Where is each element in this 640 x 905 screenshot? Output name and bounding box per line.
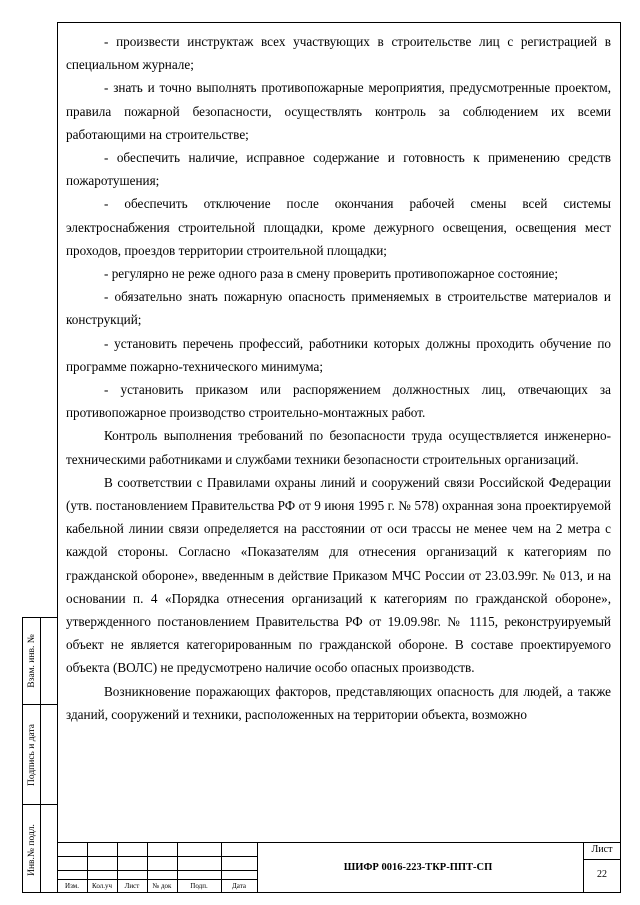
stamp-header-koluch: Кол.уч	[92, 882, 112, 890]
paragraph-8: - установить приказом или распоряжением должностных лиц, отвечающих за противопожарное производство строительно-монтажных работ.	[66, 382, 611, 421]
stamp-header-izm: Изм.	[65, 882, 79, 890]
sidebar-label-podpis: Подпись и дата	[26, 723, 37, 786]
sidebar-cell-inv	[23, 805, 57, 894]
sheet-label: Лист	[591, 844, 613, 855]
sidebar-cell-podpis	[23, 705, 57, 805]
paragraph-2: - знать и точно выполнять противопожарные мероприятия, предусмотренные проектом, правила пожарной безопасности, осуществлять контроль за соблюдением их всеми работающими на строительстве;	[66, 80, 611, 142]
stamp-header-podp: Подп.	[190, 882, 208, 890]
document-code: ШИФР 0016-223-ТКР-ППТ-СП	[343, 862, 493, 873]
paragraph-7: - установить перечень профессий, работники которых должны проходить обучение по программе пожарно-технического минимума;	[66, 335, 611, 374]
stamp-header-data: Дата	[232, 882, 246, 890]
sidebar-label-vzam: Взам. инв. №	[26, 634, 37, 688]
sidebar-label-inv: Инв.№ подл.	[26, 823, 37, 876]
stamp-header-ndok: № док	[152, 882, 172, 890]
paragraph-3: - обеспечить наличие, исправное содержание и готовность к применению средств пожаротушения;	[66, 150, 611, 189]
paragraph-10: В соответствии с Правилами охраны линий и сооружений связи Российской Федерации (утв. постановлением Правительства РФ от 9 июня 1995 г. № 578) охранная зона проектируемой кабельной линии связи определяется на расстоянии от оси трассы не менее чем на 2 метра с каждой стороны. Согласно «Показателям для отнесения организаций к категориям по гражданской обороне», введенным в действие Приказом МЧС России от 23.03.99г. № 013, и на основании п. 4 «Порядка отнесения организаций к категориям по гражданской обороне», утвержденного постановлением Правительства РФ от 19.09.98г. № 1115, реконструируемый объект не является категорированным по гражданской обороне. В составе проектируемого объекта (ВОЛС) не предусмотрено наличие особо опасных производств.	[66, 474, 611, 676]
sidebar-stamp	[22, 617, 57, 893]
paragraph-6: - обязательно знать пожарную опасность применяемых в строительстве материалов и конструкций;	[66, 289, 611, 328]
paragraph-9: Контроль выполнения требований по безопасности труда осуществляется инженерно- техническими работниками и службами техники безопасности строительных организаций.	[66, 428, 611, 467]
sheet-number: 22	[597, 869, 607, 880]
stamp-header-list: Лист	[124, 882, 140, 890]
paragraph-1: - произвести инструктаж всех участвующих в строительстве лиц с регистрацией в специальном журнале;	[66, 34, 611, 73]
paragraph-5: - регулярно не реже одного раза в смену проверить противопожарное состояние;	[104, 266, 559, 282]
title-block	[57, 842, 621, 893]
paragraph-4: - обеспечить отключение после окончания рабочей смены всей системы электроснабжения строительной площадки, кроме дежурного освещения, освещения мест проходов, проездов территории строительной площадки;	[66, 196, 611, 258]
sidebar-cell-vzam	[23, 618, 57, 705]
paragraph-11: Возникновение поражающих факторов, представляющих опасность для людей, а также зданий, сооружений и техники, расположенных на территории объекта, возможно	[66, 683, 611, 722]
document-body	[66, 30, 611, 726]
